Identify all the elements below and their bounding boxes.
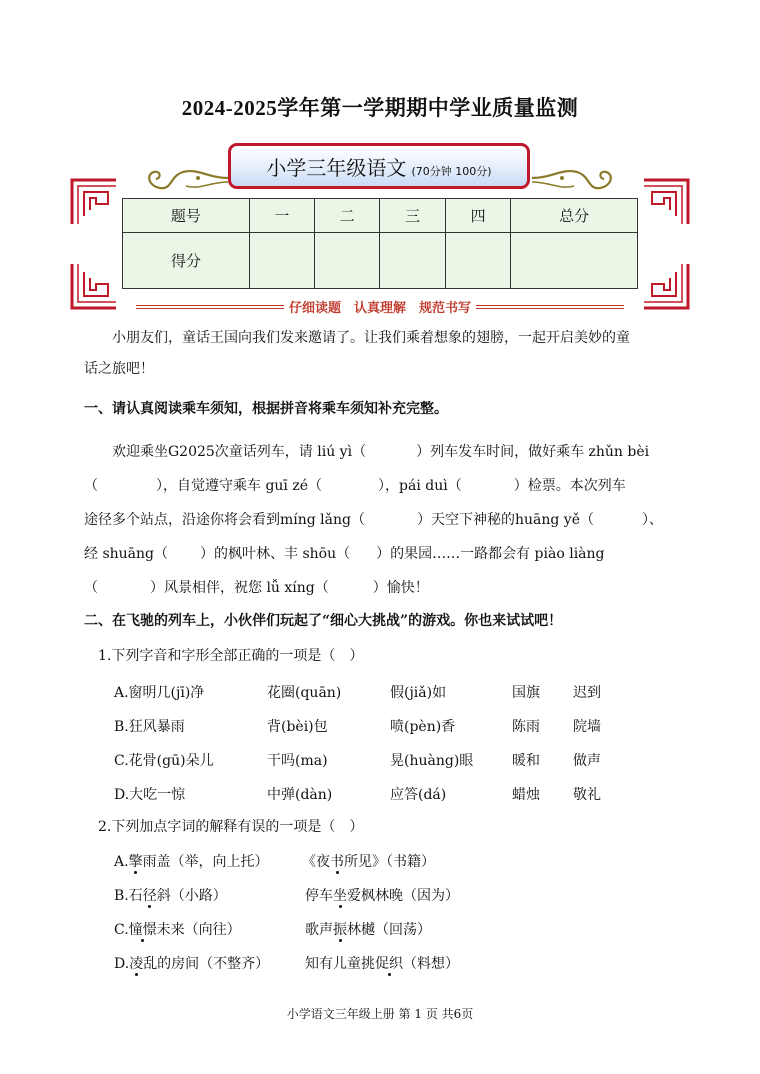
time-score-note: (70分钟 100分): [411, 165, 492, 178]
text-segment: 斜（小路）: [156, 888, 227, 904]
dotted-char: 振: [333, 922, 347, 938]
text-segment: 乱的房间（不整齐）: [143, 956, 270, 972]
text-segment: 途径多个站点，沿途你将会看到míng lǎng（: [84, 512, 365, 528]
q1-d-word-2: 中弹(dàn): [267, 787, 333, 803]
header-cell-total: 总分: [511, 199, 638, 233]
intro-line-2: 话之旅吧！: [84, 361, 154, 377]
q1-a-word-3: 假(jiǎ)如: [390, 685, 447, 701]
score-cell-3: [380, 233, 445, 289]
score-table-score-row: [123, 233, 638, 289]
subject-banner: [228, 143, 530, 189]
text-segment: ）天空下神秘的huāng yě（: [416, 512, 594, 528]
intro-line-1: 小朋友们，童话王国向我们发来邀请了。让我们乘着想象的翅膀，一起开启美妙的童: [112, 330, 630, 346]
text-segment: （: [84, 478, 98, 494]
q2-option-b[interactable]: [114, 885, 227, 905]
section1-line-4: [84, 546, 684, 563]
text-segment: （: [84, 580, 98, 596]
q1-option-a[interactable]: A.窗明几(jī)净: [114, 685, 205, 701]
exam-title: 2024-2025学年第一学期期中学业质量监测: [181, 96, 579, 120]
motto-bar: [136, 297, 624, 317]
text-segment: D.: [114, 956, 130, 972]
motto-divider-left: [136, 305, 286, 309]
q2-option-d[interactable]: [114, 953, 269, 973]
score-table: [122, 198, 638, 289]
q1-d-word-3: 应答(dá): [390, 787, 447, 803]
section1-heading: 一、请认真阅读乘车须知，根据拼音将乘车须知补充完整。: [84, 401, 448, 417]
text-segment: ）列车发车时间，做好乘车 zhǔn bèi: [416, 444, 650, 460]
text-segment: 未来（向往）: [156, 922, 241, 938]
q1-option-d[interactable]: D.大吃一惊: [114, 787, 186, 803]
text-segment: B.石: [114, 888, 143, 904]
score-row-label: 得分: [123, 233, 250, 289]
dotted-char: 促织: [375, 956, 403, 972]
text-segment: A.: [114, 854, 129, 870]
dotted-char: 擎: [128, 854, 143, 870]
score-cell-4: [445, 233, 510, 289]
motto-text: 仔细读题 认真理解 规范书写: [284, 297, 476, 316]
text-segment: 经 shuāng（: [84, 546, 168, 562]
text-segment: ），自觉遵守乘车 guī zé（: [156, 478, 323, 494]
q2-b-item-2: [305, 885, 459, 905]
corner-ornament-bottom-left: [70, 262, 118, 310]
q1-b-word-2: 背(bèi)包: [267, 719, 328, 735]
section1-line-5: [84, 580, 684, 597]
q1-stem: 1.下列字音和字形全部正确的一项是（ ）: [98, 648, 364, 664]
text-segment: 停车: [305, 888, 333, 904]
text-segment: 知有儿童挑: [305, 956, 375, 972]
q1-b-word-5: 院墙: [573, 719, 601, 735]
text-segment: ）的果园……一路都会有 piào liàng: [376, 546, 605, 562]
q1-b-word-4: 陈雨: [512, 719, 540, 735]
q2-c-item-2: [305, 919, 431, 939]
text-segment: 雨盖（举，向上托）: [142, 854, 269, 870]
q2-option-a[interactable]: [114, 851, 269, 871]
q1-option-b[interactable]: B.狂风暴雨: [114, 719, 185, 735]
text-segment: ）的枫叶林、丰 shōu（: [200, 546, 351, 562]
score-table-header-row: [123, 199, 638, 233]
header-cell-3: 三: [380, 199, 445, 233]
text-segment: 爱枫林晚（因为）: [347, 888, 459, 904]
dotted-char: 书: [330, 854, 344, 870]
header-cell-4: 四: [445, 199, 510, 233]
score-cell-2: [315, 233, 380, 289]
q1-a-word-4: 国旗: [512, 685, 540, 701]
q1-d-word-4: 蜡烛: [512, 787, 540, 803]
text-segment: ）愉快！: [372, 580, 429, 596]
left-swirl-ornament: [138, 164, 230, 194]
motto-divider-right: [474, 305, 624, 309]
text-segment: ）、: [642, 512, 663, 528]
section2-heading: 二、在飞驰的列车上，小伙伴们玩起了“细心大挑战”的游戏。你也来试试吧！: [84, 613, 563, 629]
score-cell-total: [511, 233, 638, 289]
dotted-char: 径: [142, 888, 157, 904]
q2-d-item-2: [305, 953, 459, 973]
q1-a-word-2: 花圈(quān): [267, 685, 342, 701]
q2-stem: 2.下列加点字词的解释有误的一项是（ ）: [98, 819, 364, 835]
right-swirl-ornament: [530, 164, 622, 194]
text-segment: 所见》（书籍）: [344, 854, 435, 870]
q1-d-word-5: 敬礼: [573, 787, 601, 803]
dotted-char: 坐: [333, 888, 347, 904]
section1-line-1: [84, 444, 684, 461]
q1-b-word-3: 喷(pèn)香: [390, 719, 456, 735]
text-segment: 林樾（回荡）: [347, 922, 431, 938]
text-segment: 歌声: [305, 922, 333, 938]
dotted-char: 憧憬: [128, 922, 157, 938]
section1-line-2: [84, 478, 684, 495]
text-segment: （料想）: [403, 956, 459, 972]
q1-a-word-5: 迟到: [573, 685, 601, 701]
page-footer: 小学语文三年级上册 第 1 页 共6页: [286, 1007, 474, 1021]
corner-ornament-top-right: [642, 178, 690, 226]
dotted-char: 凌: [129, 956, 144, 972]
q1-c-word-3: 晃(huàng)眼: [390, 753, 474, 769]
corner-ornament-top-left: [70, 178, 118, 226]
header-cell-2: 二: [315, 199, 380, 233]
header-cell-1: 一: [249, 199, 314, 233]
corner-ornament-bottom-right: [642, 262, 690, 310]
q1-c-word-4: 暖和: [512, 753, 540, 769]
subject-label: 小学三年级语文: [266, 156, 407, 180]
q2-option-c[interactable]: [114, 919, 241, 939]
q1-c-word-5: 做声: [573, 753, 601, 769]
header-cell-question-no: 题号: [123, 199, 250, 233]
text-segment: ）检票。本次列车: [513, 478, 626, 494]
q1-c-word-2: 干吗(ma): [267, 753, 328, 769]
text-segment: ）风景相伴，祝您 lǚ xíng（: [150, 580, 329, 596]
score-cell-1: [249, 233, 314, 289]
text-segment: 《夜: [302, 854, 330, 870]
text-segment: C.: [114, 922, 129, 938]
q1-option-c[interactable]: C.花骨(gū)朵儿: [114, 753, 214, 769]
section1-line-3: [84, 512, 684, 529]
text-segment: 欢迎乘坐G2025次童话列车，请 liú yì（: [112, 444, 367, 460]
text-segment: ），pái duì（: [378, 478, 462, 494]
q2-a-item-2: [302, 851, 435, 871]
